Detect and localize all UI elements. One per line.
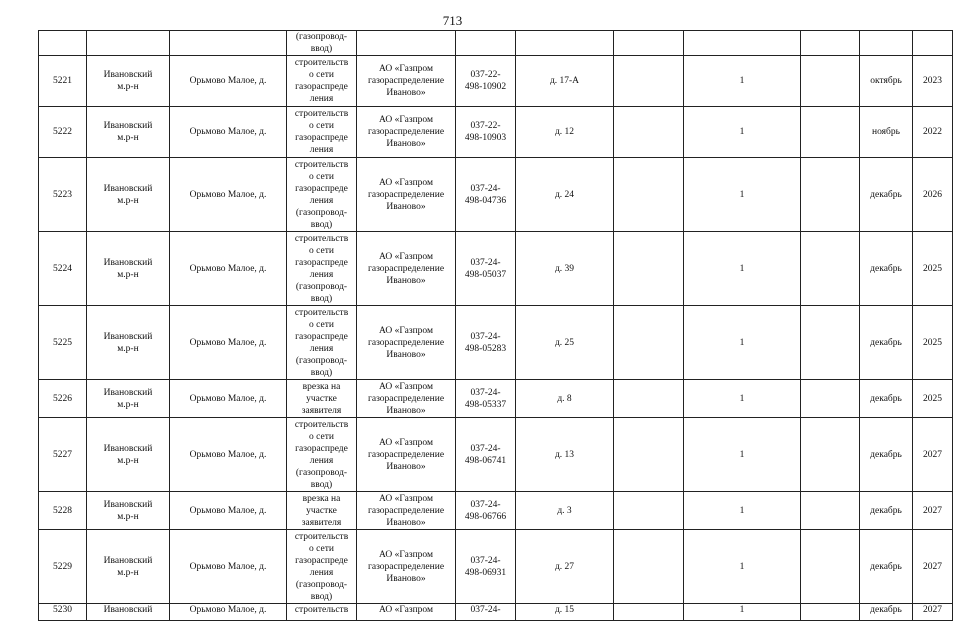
cell-count: 1 bbox=[684, 56, 801, 107]
cell-locality: Орьмово Малое, д. bbox=[170, 530, 287, 604]
cell-year: 2022 bbox=[913, 107, 953, 158]
cell-code: 037-24- bbox=[456, 604, 516, 621]
cell-house: д. 12 bbox=[516, 107, 614, 158]
cell-org: АО «Газпром газораспределение Иваново» bbox=[357, 107, 456, 158]
registry-table bbox=[38, 30, 953, 621]
cell-year: 2027 bbox=[913, 418, 953, 492]
cell-locality bbox=[170, 31, 287, 56]
cell-code: 037-24- 498-05283 bbox=[456, 306, 516, 380]
cell-count: 1 bbox=[684, 232, 801, 306]
cell-district: Ивановский м.р-н bbox=[87, 492, 170, 530]
cell-house: д. 39 bbox=[516, 232, 614, 306]
cell-org: АО «Газпром bbox=[357, 604, 456, 621]
cell-blank bbox=[614, 530, 684, 604]
cell-blank bbox=[801, 232, 860, 306]
cell-work-type: строительств о сети газораспреде ления (газопровод- ввод) bbox=[287, 306, 357, 380]
cell-count: 1 bbox=[684, 107, 801, 158]
table-row bbox=[39, 530, 953, 604]
cell-month: декабрь bbox=[860, 380, 913, 418]
cell-month: ноябрь bbox=[860, 107, 913, 158]
table-row bbox=[39, 604, 953, 621]
cell-num: 5227 bbox=[39, 418, 87, 492]
cell-count: 1 bbox=[684, 306, 801, 380]
cell-code: 037-24- 498-05037 bbox=[456, 232, 516, 306]
cell-work-type: строительств bbox=[287, 604, 357, 621]
cell-code bbox=[456, 31, 516, 56]
cell-district: Ивановский м.р-н bbox=[87, 418, 170, 492]
cell-year: 2027 bbox=[913, 530, 953, 604]
cell-locality: Орьмово Малое, д. bbox=[170, 56, 287, 107]
cell-district: Ивановский м.р-н bbox=[87, 158, 170, 232]
cell-org: АО «Газпром газораспределение Иваново» bbox=[357, 232, 456, 306]
cell-month: декабрь bbox=[860, 530, 913, 604]
cell-month: декабрь bbox=[860, 158, 913, 232]
cell-work-type: строительств о сети газораспреде ления (газопровод- ввод) bbox=[287, 418, 357, 492]
cell-blank bbox=[614, 31, 684, 56]
table-row bbox=[39, 418, 953, 492]
cell-house: д. 8 bbox=[516, 380, 614, 418]
cell-work-type: врезка на участке заявителя bbox=[287, 492, 357, 530]
cell-locality: Орьмово Малое, д. bbox=[170, 158, 287, 232]
cell-blank bbox=[614, 492, 684, 530]
cell-org: АО «Газпром газораспределение Иваново» bbox=[357, 158, 456, 232]
cell-house: д. 13 bbox=[516, 418, 614, 492]
cell-year: 2026 bbox=[913, 158, 953, 232]
cell-work-type: врезка на участке заявителя bbox=[287, 380, 357, 418]
cell-org: АО «Газпром газораспределение Иваново» bbox=[357, 380, 456, 418]
table-row bbox=[39, 380, 953, 418]
cell-month: декабрь bbox=[860, 492, 913, 530]
cell-blank bbox=[801, 492, 860, 530]
table-row bbox=[39, 107, 953, 158]
cell-num: 5226 bbox=[39, 380, 87, 418]
cell-count: 1 bbox=[684, 530, 801, 604]
cell-work-type: строительств о сети газораспреде ления (газопровод- ввод) bbox=[287, 158, 357, 232]
cell-blank bbox=[801, 418, 860, 492]
cell-locality: Орьмово Малое, д. bbox=[170, 232, 287, 306]
cell-blank bbox=[614, 56, 684, 107]
cell-count: 1 bbox=[684, 418, 801, 492]
cell-locality: Орьмово Малое, д. bbox=[170, 418, 287, 492]
cell-year: 2025 bbox=[913, 380, 953, 418]
cell-blank bbox=[801, 56, 860, 107]
cell-org: АО «Газпром газораспределение Иваново» bbox=[357, 530, 456, 604]
cell-code: 037-24- 498-06741 bbox=[456, 418, 516, 492]
cell-month: декабрь bbox=[860, 306, 913, 380]
table-row bbox=[39, 31, 953, 56]
cell-count: 1 bbox=[684, 604, 801, 621]
cell-blank bbox=[801, 380, 860, 418]
cell-district: Ивановский м.р-н bbox=[87, 232, 170, 306]
cell-month: декабрь bbox=[860, 232, 913, 306]
cell-locality: Орьмово Малое, д. bbox=[170, 492, 287, 530]
cell-blank bbox=[801, 306, 860, 380]
cell-month: декабрь bbox=[860, 604, 913, 621]
cell-count: 1 bbox=[684, 492, 801, 530]
cell-district: Ивановский bbox=[87, 604, 170, 621]
cell-year: 2027 bbox=[913, 604, 953, 621]
cell-district: Ивановский м.р-н bbox=[87, 306, 170, 380]
cell-blank bbox=[614, 158, 684, 232]
cell-locality: Орьмово Малое, д. bbox=[170, 604, 287, 621]
cell-work-type: строительств о сети газораспреде ления (газопровод- ввод) bbox=[287, 232, 357, 306]
cell-code: 037-24- 498-06931 bbox=[456, 530, 516, 604]
cell-blank bbox=[801, 604, 860, 621]
cell-house: д. 15 bbox=[516, 604, 614, 621]
cell-org: АО «Газпром газораспределение Иваново» bbox=[357, 418, 456, 492]
cell-blank bbox=[614, 380, 684, 418]
cell-year: 2025 bbox=[913, 306, 953, 380]
cell-work-type: строительств о сети газораспреде ления bbox=[287, 107, 357, 158]
cell-num: 5223 bbox=[39, 158, 87, 232]
cell-district: Ивановский м.р-н bbox=[87, 56, 170, 107]
cell-house: д. 25 bbox=[516, 306, 614, 380]
cell-work-type: строительств о сети газораспреде ления (газопровод- ввод) bbox=[287, 530, 357, 604]
cell-code: 037-24- 498-05337 bbox=[456, 380, 516, 418]
cell-locality: Орьмово Малое, д. bbox=[170, 380, 287, 418]
table-row bbox=[39, 56, 953, 107]
cell-org: АО «Газпром газораспределение Иваново» bbox=[357, 306, 456, 380]
cell-org: АО «Газпром газораспределение Иваново» bbox=[357, 56, 456, 107]
cell-house: д. 3 bbox=[516, 492, 614, 530]
table-row bbox=[39, 492, 953, 530]
cell-num: 5229 bbox=[39, 530, 87, 604]
cell-org: АО «Газпром газораспределение Иваново» bbox=[357, 492, 456, 530]
cell-code: 037-22- 498-10902 bbox=[456, 56, 516, 107]
cell-blank bbox=[801, 107, 860, 158]
cell-house: д. 24 bbox=[516, 158, 614, 232]
cell-blank bbox=[614, 107, 684, 158]
cell-year bbox=[913, 31, 953, 56]
cell-year: 2027 bbox=[913, 492, 953, 530]
cell-num: 5222 bbox=[39, 107, 87, 158]
cell-blank bbox=[614, 604, 684, 621]
cell-org bbox=[357, 31, 456, 56]
table-row bbox=[39, 232, 953, 306]
table-row bbox=[39, 306, 953, 380]
cell-count bbox=[684, 31, 801, 56]
cell-blank bbox=[801, 530, 860, 604]
page-number: 713 bbox=[442, 13, 463, 28]
cell-house: д. 27 bbox=[516, 530, 614, 604]
cell-locality: Орьмово Малое, д. bbox=[170, 107, 287, 158]
cell-num: 5230 bbox=[39, 604, 87, 621]
cell-month bbox=[860, 31, 913, 56]
cell-house: д. 17-А bbox=[516, 56, 614, 107]
cell-district: Ивановский м.р-н bbox=[87, 380, 170, 418]
cell-code: 037-22- 498-10903 bbox=[456, 107, 516, 158]
cell-locality: Орьмово Малое, д. bbox=[170, 306, 287, 380]
cell-blank bbox=[614, 232, 684, 306]
table-row bbox=[39, 158, 953, 232]
cell-blank bbox=[801, 31, 860, 56]
cell-code: 037-24- 498-06766 bbox=[456, 492, 516, 530]
cell-num: 5228 bbox=[39, 492, 87, 530]
cell-month: декабрь bbox=[860, 418, 913, 492]
cell-blank bbox=[614, 306, 684, 380]
cell-count: 1 bbox=[684, 380, 801, 418]
cell-month: октябрь bbox=[860, 56, 913, 107]
cell-blank bbox=[801, 158, 860, 232]
cell-work-type: строительств о сети газораспреде ления bbox=[287, 56, 357, 107]
cell-year: 2023 bbox=[913, 56, 953, 107]
cell-code: 037-24- 498-04736 bbox=[456, 158, 516, 232]
cell-district: Ивановский м.р-н bbox=[87, 107, 170, 158]
cell-blank bbox=[614, 418, 684, 492]
cell-num: 5225 bbox=[39, 306, 87, 380]
cell-house bbox=[516, 31, 614, 56]
cell-work-type: (газопровод- ввод) bbox=[287, 31, 357, 56]
cell-num: 5221 bbox=[39, 56, 87, 107]
cell-district: Ивановский м.р-н bbox=[87, 530, 170, 604]
cell-count: 1 bbox=[684, 158, 801, 232]
cell-district bbox=[87, 31, 170, 56]
cell-num bbox=[39, 31, 87, 56]
cell-year: 2025 bbox=[913, 232, 953, 306]
cell-num: 5224 bbox=[39, 232, 87, 306]
